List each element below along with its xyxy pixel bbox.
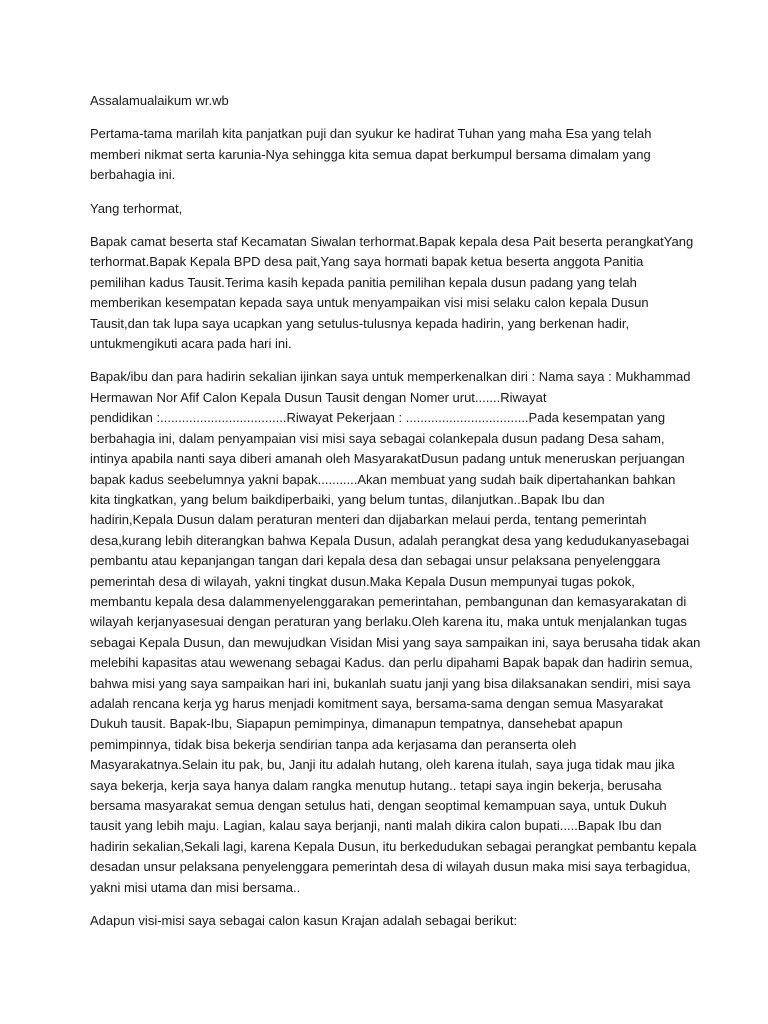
text-line: yakni misi utama dan misi bersama.. xyxy=(90,879,301,895)
text-line: pembantu atau kepanjangan tangan dari kepala desa dan sebagai unsur pelaksana penyelenggara xyxy=(90,553,661,569)
text-line: melebihi kapasitas atau wewenang sebagai Kadus. dan perlu dipahami Bapak bapak dan hadirin semua, xyxy=(90,655,693,671)
text-line: Hermawan Nor Afif Calon Kepala Dusun Tausit dengan Nomer urut.......Riwayat xyxy=(90,389,547,405)
text-line: hadirin,Kepala Dusun dalam peraturan menteri dan dijabarkan melaui perda, tentang pemerintah xyxy=(90,512,647,528)
text-line: pemerintah desa di wilayah, yakni tingkat dusun.Maka Kepala Dusun mempunyai tugas pokok, xyxy=(90,573,635,589)
text-line: wilayah kerjanyasesuai dengan peraturan yang berlaku.Oleh karena itu, maka untuk menjalankan tugas xyxy=(90,614,687,630)
text-line: Dukuh tausit. Bapak-Ibu, Siapapun pemimpinya, dimanapun tempatnya, dansehebat apapun xyxy=(90,716,623,732)
text-line: desa,kurang lebih diterangkan bahwa Kepala Dusun, adalah perangkat desa yang kedudukanyasebagai xyxy=(90,532,690,548)
text-line: Adapun visi-misi saya sebagai calon kasun Krajan adalah sebagai berikut: xyxy=(90,913,518,929)
text-line: Tausit,dan tak lupa saya ucapkan yang setulus-tulusnya kepada hadirin, yang berkenan hadir, xyxy=(90,315,630,331)
text-line: berbahagia ini. xyxy=(90,167,176,183)
text-line: pemimpinnya, tidak bisa bekerja sendirian tanpa ada kerjasama dan peranserta oleh xyxy=(90,736,577,752)
text-line: bersama masyarakat semua dengan setulus hati, dengan seoptimal kemampuan saya, untuk Dukuh xyxy=(90,798,667,813)
speech-document xyxy=(90,91,701,944)
text-line: kita tingkatkan, yang belum baikdiperbaiki, yang belum tuntas, dilanjutkan..Bapak Ibu dan xyxy=(90,491,605,507)
body-paragraph xyxy=(90,367,701,898)
text-line: saya bekerja, kerja saya hanya dalam rangka menutup hutang.. tetapi saya ingin bekerja, berusaha xyxy=(90,777,662,793)
text-line: bapak kadus seebelumnya yakni bapak...........Akan membuat yang sudah baik dipertahankan bahkan xyxy=(90,471,676,487)
text-line: sebagai Kepala Dusun, dan mewujudkan Visidan Misi yang saya sampaikan ini, saya berusaha tidak akan xyxy=(90,634,701,650)
text-line: Yang terhormat, xyxy=(90,200,183,216)
greeting xyxy=(90,91,690,111)
opening-paragraph xyxy=(90,124,690,185)
text-line: Bapak camat beserta staf Kecamatan Siwalan terhormat.Bapak kepala desa Pait beserta perangkatYang xyxy=(90,234,694,250)
text-line: pemilihan kadus Tausit.Terima kasih kepada panitia pemilihan kepala dusun padang yang telah xyxy=(90,274,637,290)
text-line: Assalamualaikum wr.wb xyxy=(90,93,229,108)
honorifics-paragraph xyxy=(90,232,694,354)
text-line: desadan unsur pelaksana penyelenggara pemerintah desa di wilayah dusun maka misi saya terbagidua, xyxy=(90,859,691,875)
text-line: Bapak/ibu dan para hadirin sekalian ijinkan saya untuk memperkenalkan diri : Nama saya : Mukhammad xyxy=(90,369,691,385)
text-line: Masyarakatnya.Selain itu pak, bu, Janji itu adalah hutang, oleh karena itulah, saya juga tidak mau jika xyxy=(90,757,675,773)
text-line: pendidikan :...................................Riwayat Pekerjaan : ..................................Pada kesempatan yang xyxy=(90,410,666,426)
text-line: berbahagia ini, dalam penyampaian visi misi saya sebagai colankepala dusun padang Desa saham, xyxy=(90,430,665,446)
text-line: hadirin sekalian,Sekali lagi, karena Kepala Dusun, itu berkedudukan sebagai perangkat pembantu kepala xyxy=(90,838,697,854)
salutation xyxy=(90,199,690,219)
text-line: Pertama-tama marilah kita panjatkan puji dan syukur ke hadirat Tuhan yang maha Esa yang telah xyxy=(90,126,652,142)
text-line: memberikan kesempatan kepada saya untuk menyampaikan visi misi selaku calon kepala Dusun xyxy=(90,295,649,311)
text-line: membantu kepala desa dalammenyelenggarakan pemerintahan, pembangunan dan kemasyarakatan di xyxy=(90,593,687,609)
text-line: bahwa misi yang saya sampaikan hari ini, bukanlah suatu janji yang bisa dilaksanakan sendiri, misi saya xyxy=(90,675,691,691)
text-line: adalah rencana kerja yg harus menjadi komitment saya, bersama-sama dengan semua Masyarakat xyxy=(90,695,664,711)
text-line: terhormat.Bapak Kepala BPD desa pait,Yang saya hormati bapak ketua beserta anggota Panitia xyxy=(90,254,644,270)
text-line: memberi nikmat serta karunia-Nya sehingga kita semua dapat berkumpul bersama dimalam yang xyxy=(90,146,651,162)
text-line: untukmengikuti acara pada hari ini. xyxy=(90,336,292,352)
text-line: intinya apabila nanti saya diberi amanah oleh MasyarakatDusun padang untuk meneruskan perjuangan xyxy=(90,451,685,467)
closing-line xyxy=(90,911,690,931)
text-line: tausit yang lebih maju. Lagian, kalau saya berjanji, nanti malah dikira calon bupati.....Bapak Ibu dan xyxy=(90,818,662,834)
